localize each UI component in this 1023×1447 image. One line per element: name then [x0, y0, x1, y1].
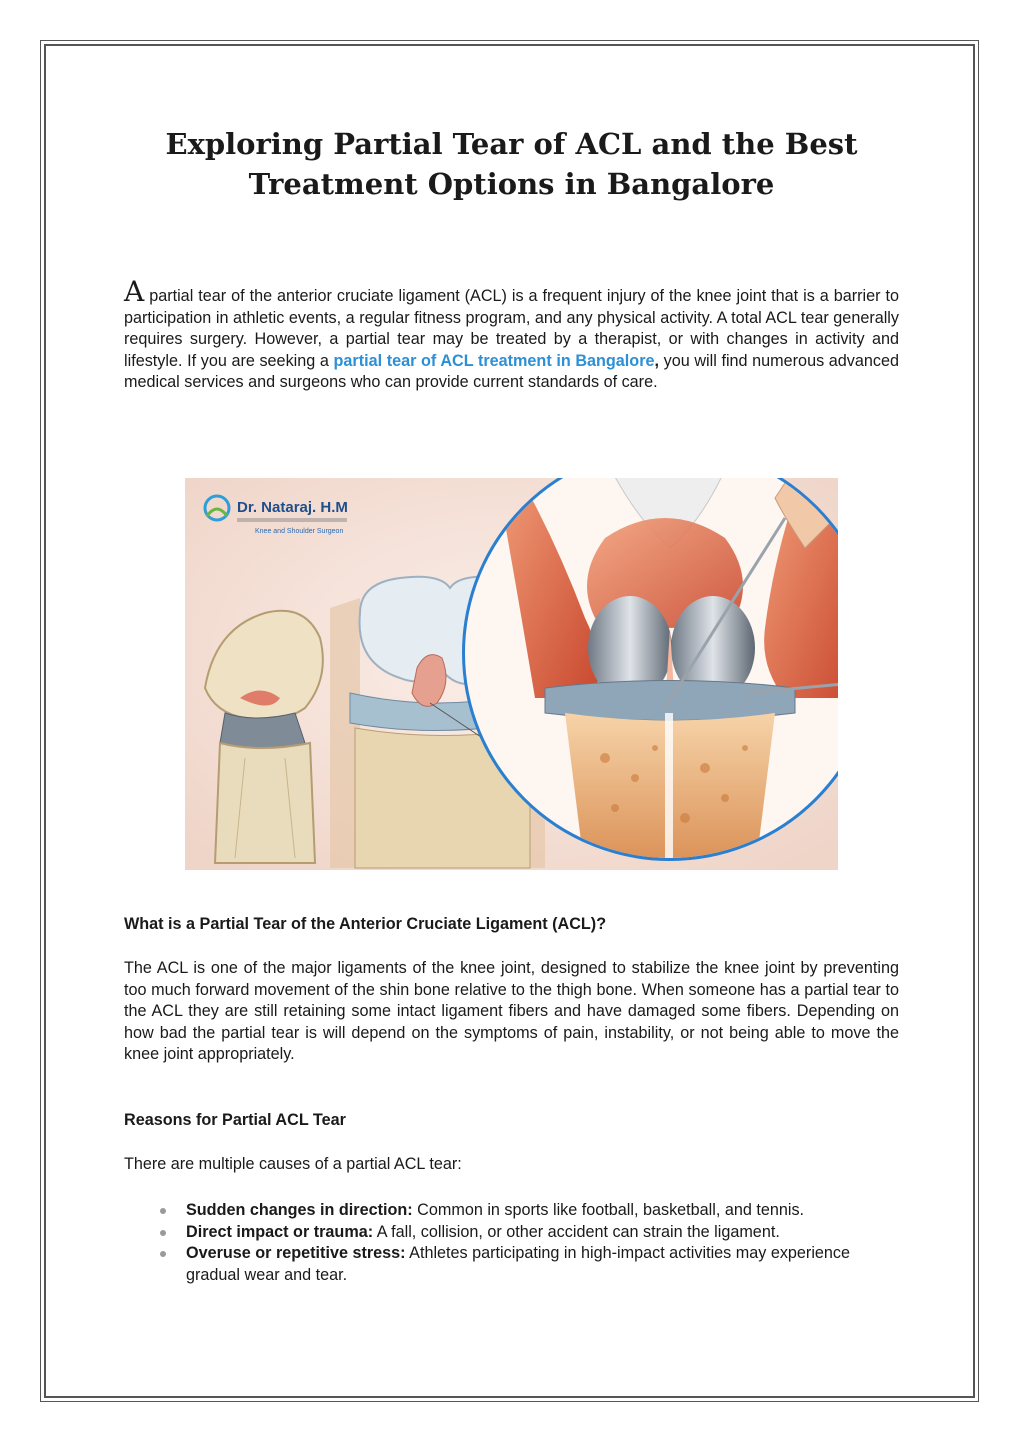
- section-intro-reasons: There are multiple causes of a partial ACL tear:: [124, 1155, 462, 1173]
- section-heading-reasons: Reasons for Partial ACL Tear: [124, 1111, 346, 1129]
- list-item: [160, 1222, 880, 1244]
- list-item-label: Sudden changes in direction:: [186, 1201, 413, 1219]
- list-item: [160, 1200, 880, 1222]
- bullet-icon: [160, 1230, 166, 1236]
- reasons-list: [160, 1200, 880, 1286]
- section-heading-what-is: What is a Partial Tear of the Anterior Cruciate Ligament (ACL)?: [124, 915, 607, 933]
- list-item-text: A fall, collision, or other accident can strain the ligament.: [373, 1222, 780, 1241]
- list-item-text: Common in sports like football, basketball, and tennis.: [412, 1201, 805, 1219]
- list-item-label: Direct impact or trauma:: [186, 1222, 374, 1241]
- list-item: [160, 1243, 880, 1286]
- list-item-label: Overuse or repetitive stress:: [186, 1244, 406, 1263]
- treatment-link[interactable]: partial tear of ACL treatment in Bangalore: [333, 351, 655, 370]
- intro-text-before: partial tear of the anterior cruciate ligament (ACL) is a frequent injury of the knee joint that is a barrier to participation in athletic events, a regular fitness program, and any physical activity. A total ACL tear generally requires surgery. However, a partial tear may be treated by a therapist, or with changes in activity and lifestyle. If you are seeking a: [124, 287, 899, 370]
- logo-tagline: Knee and Shoulder Surgeon: [255, 528, 344, 535]
- intro-text-after: you will find numerous advanced medical services and surgeons who can provide current standards of care.: [124, 351, 899, 392]
- bullet-icon: [160, 1251, 166, 1257]
- list-item-text: Athletes participating in high-impact activities may experience gradual wear and tear.: [186, 1244, 851, 1284]
- title-line-2: Treatment Options in Bangalore: [248, 167, 775, 201]
- page-title: [100, 124, 923, 204]
- bullet-icon: [160, 1208, 166, 1214]
- intro-link-comma: ,: [654, 351, 659, 370]
- intro-paragraph: [124, 275, 899, 394]
- section-body-what-is: The ACL is one of the major ligaments of the knee joint, designed to stabilize the knee joint by preventing too much forward movement of the shin bone relative to the thigh bone. When someone has a partial tear to the ACL they are still retaining some intact ligament fibers and have damaged some fibers. Depending on how bad the partial tear is will depend on the symptoms of pain, instability, or not being able to move the knee joint appropriately.: [124, 959, 899, 1064]
- acl-illustration: [185, 478, 838, 870]
- acl-illustration-svg: [185, 478, 838, 870]
- dropcap: A: [124, 275, 145, 308]
- logo-name: Dr. Nataraj. H.M: [237, 499, 348, 516]
- title-line-1: Exploring Partial Tear of ACL and the Best: [165, 127, 858, 161]
